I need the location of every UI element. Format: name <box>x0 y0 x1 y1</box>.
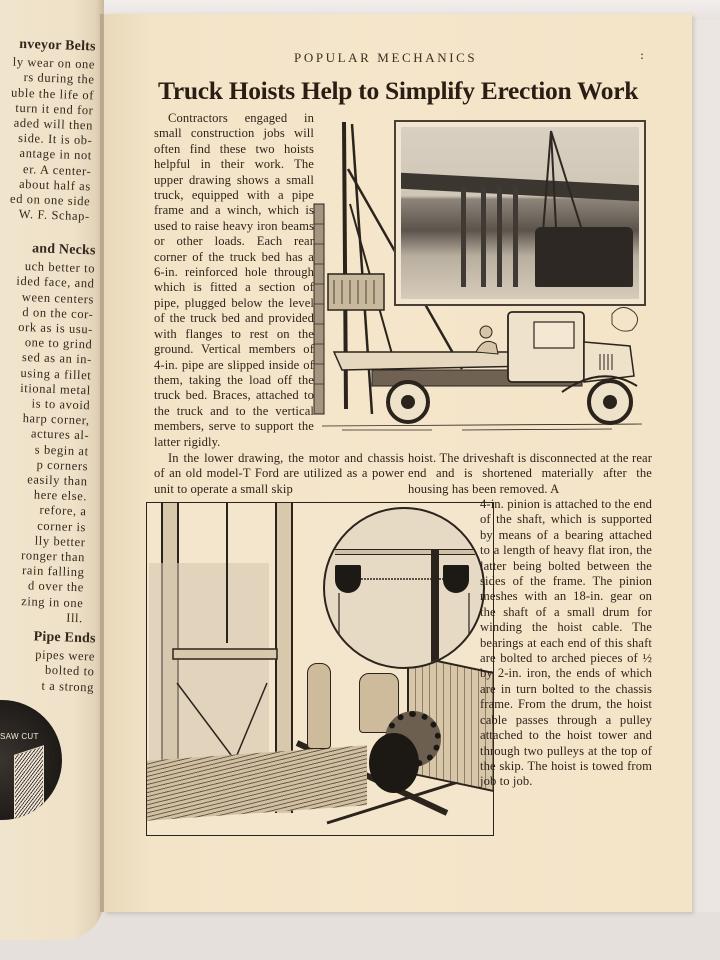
text-line: rs during the <box>23 70 95 87</box>
saw-cut-illustration <box>0 700 62 820</box>
text-line: uble the life of <box>10 85 95 103</box>
article-paragraph-lower-right <box>408 451 652 497</box>
text-line: Ill. <box>65 610 84 626</box>
worker-figure <box>307 663 331 749</box>
text-line: zing in one <box>21 593 84 610</box>
article-column-1 <box>154 111 314 450</box>
text-line: easily than <box>27 472 88 489</box>
article-column-3 <box>480 497 652 790</box>
text-line: s begin at <box>34 442 89 458</box>
construction-site-photo <box>401 127 639 299</box>
skip-hoist-illustration <box>146 502 494 836</box>
section-text <box>0 646 95 695</box>
text-line: ed on one side <box>9 191 91 209</box>
left-page-block <box>0 628 96 695</box>
pipe-end-board <box>14 745 44 820</box>
backdrop-surface <box>0 912 720 960</box>
text-line: ronger than <box>20 548 86 565</box>
paragraph: 4-in. pinion is attached to the end of the shaft, which is supported by means of a bearing attached to a length of heavy flat iron, the latter being bolted between the sides of the frame. The pinion meshes with an 18-in. gear on the shaft of a small drum for winding the hoist cable. The bearings at each end of this shaft are bolted to arched pieces of ½ by 2-in. iron, the ends of which are in turn bolted to the chassis frame. From the drum, the hoist cable passes through a pulley attached to the hoist tower and through two pulleys at the top of the skip. The hoist is towed from job to job. <box>480 497 652 789</box>
text-line: ly wear on one <box>12 54 96 72</box>
text-line: harp corner, <box>22 411 90 428</box>
section-heading: Pipe Ends <box>33 629 96 647</box>
text-line: actures al- <box>30 426 90 443</box>
text-line: itional metal <box>19 380 92 398</box>
page-mark: : <box>640 48 645 62</box>
text-line: W. F. Schap- <box>18 207 90 224</box>
text-line: here else. <box>33 487 88 504</box>
text-line: rain falling <box>21 563 85 580</box>
text-line: turn it end for <box>15 100 94 118</box>
section-heading: and Necks <box>31 241 96 259</box>
text-line: antage in not <box>19 146 93 163</box>
right-page <box>104 14 692 912</box>
text-line: er. A center- <box>22 161 92 179</box>
article-paragraph-lower-left <box>154 451 404 497</box>
text-line: uch better to <box>24 259 96 276</box>
text-line: d on the cor- <box>22 304 94 322</box>
paragraph: Contractors engaged in small construction jobs will often find these two hoists helpful in their work. The upper drawing shows a small truck, equipped with a pipe frame and a winch, which is used to raise heavy iron beams or other loads. Each rear corner of the truck bed has a 6-in. reinforced hole through which is fitted a section of pipe, plugged below the level of the truck bed and provided with flanges to rest on the ground. Vertical members of 4-in. pipe are slipped inside of them, taking the load off the truck bed. Braces, attached to the truck and to the vertical members, serve to support the latter rigidly. <box>154 111 314 449</box>
text-line: d over the <box>27 578 85 595</box>
left-page-block <box>0 36 96 225</box>
text-line: refore, a <box>39 503 87 519</box>
text-line: using a fillet <box>20 365 92 383</box>
pulley-detail-inset <box>323 507 485 669</box>
text-line: one to grind <box>24 335 93 352</box>
photo-inset <box>394 120 646 306</box>
text-line: ided face, and <box>16 274 95 291</box>
text-line: sed as an in- <box>21 350 93 367</box>
truck-hoist-illustration <box>312 114 652 444</box>
section-heading: nveyor Belts <box>19 36 96 55</box>
text-line: ork as is usu- <box>18 319 94 337</box>
paragraph: hoist. The driveshaft is disconnected at the rear end and is shortened materially after the housing has been removed. A <box>408 451 652 496</box>
text-line: bolted to <box>44 663 95 679</box>
text-line: ween centers <box>21 289 95 307</box>
section-text <box>0 54 95 225</box>
text-line: side. It is ob- <box>17 131 93 148</box>
text-line: t a strong <box>41 678 95 695</box>
section-text <box>0 258 95 626</box>
left-page-block <box>0 240 96 626</box>
illustration-label: SAW CUT <box>0 732 39 741</box>
running-head: POPULAR MECHANICS <box>294 50 478 65</box>
text-line: p corners <box>36 457 89 474</box>
paragraph: In the lower drawing, the motor and chassis of an old model-T Ford are utilized as a power unit to operate a small skip <box>154 451 404 496</box>
text-line: corner is <box>37 518 87 534</box>
text-line: is to avoid <box>31 396 91 413</box>
winding-drum <box>369 733 419 793</box>
left-page <box>0 0 104 940</box>
text-line: lly better <box>34 533 86 550</box>
text-line: pipes were <box>35 647 96 664</box>
article-headline: Truck Hoists Help to Simplify Erection Work <box>158 76 639 105</box>
text-line: aded will then <box>13 115 94 133</box>
text-line: about half as <box>18 176 92 194</box>
